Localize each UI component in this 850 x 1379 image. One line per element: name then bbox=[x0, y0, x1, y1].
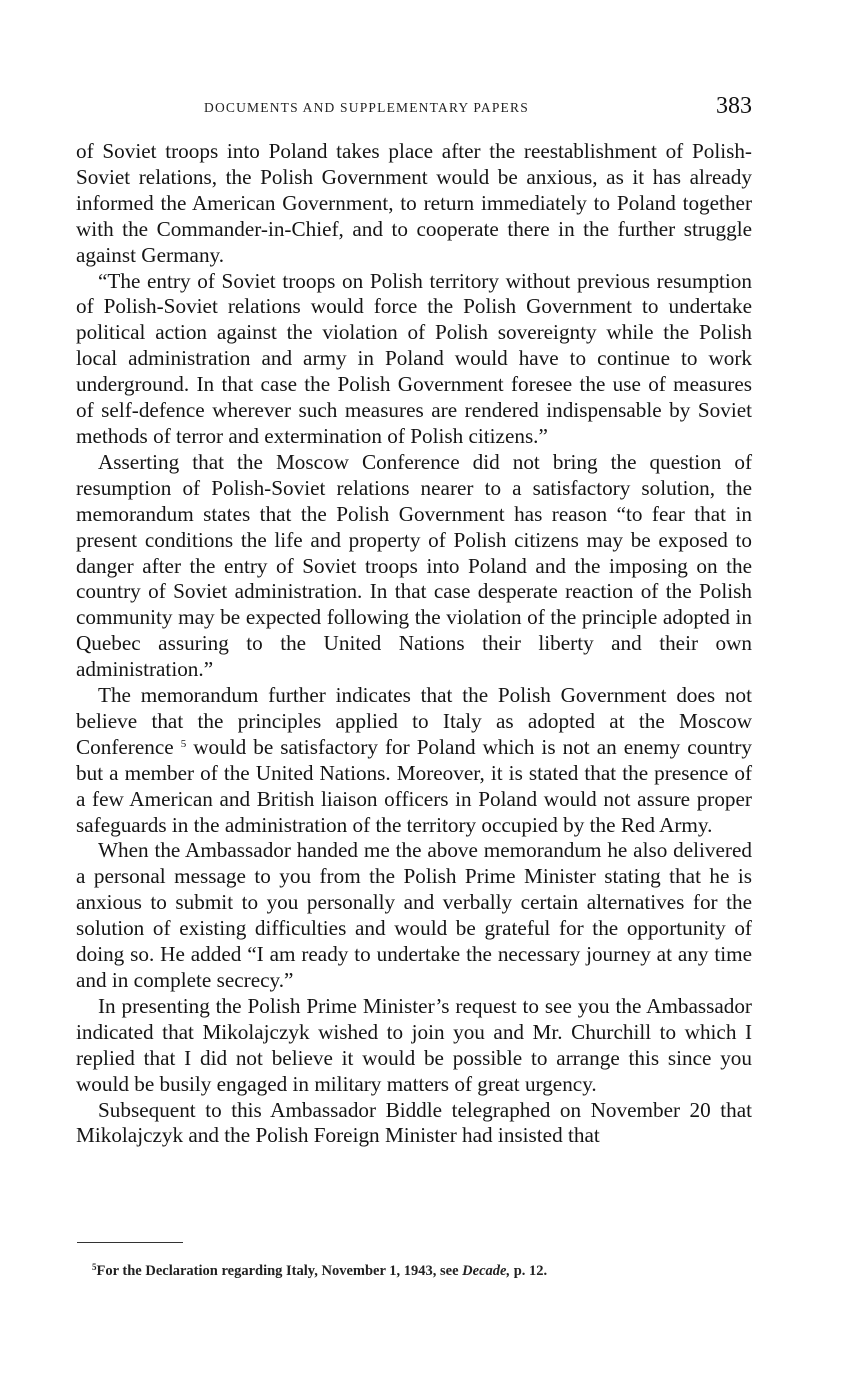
page-header bbox=[76, 93, 752, 126]
paragraph-4-text-before: The memorandum further indicates that the Polish Government does not believe that the principles applied to Italy as adopted at the Moscow Conference bbox=[76, 683, 752, 759]
paragraph-4 bbox=[76, 683, 752, 838]
paragraph-7: Subsequent to this Ambassador Biddle telegraphed on November 20 that Mikolajczyk and the Polish Foreign Minister had insisted that bbox=[76, 1097, 752, 1148]
page-number: 383 bbox=[716, 93, 752, 119]
footnote-text-end: p. 12. bbox=[510, 1263, 548, 1279]
paragraph-4-text-after: would be satisfactory for Poland which is not an enemy country but a member of the United Nations. Moreover, it is stated that the presence of a few American and British liaison officers in Poland would not assure proper safeguards in the administration of the territory occupied by the Red Army. bbox=[76, 734, 752, 837]
footnote-text: For the Declaration regarding Italy, November 1, 1943, see bbox=[96, 1263, 463, 1279]
footnote-divider bbox=[77, 1242, 183, 1243]
paragraph-1: of Soviet troops into Poland takes place after the reestablishment of Polish-Soviet relations, the Polish Government would be anxious, as it has already informed the American Government, to return immediately to Poland together with the Commander-in-Chief, and to cooperate there in the further struggle against Germany. bbox=[76, 139, 752, 267]
body-text bbox=[76, 139, 752, 1149]
paragraph-3: Asserting that the Moscow Conference did not bring the question of resumption of Polish-Soviet relations nearer to a satisfactory solution, the memorandum states that the Polish Government has reason “to fear that in present conditions the life and property of Polish citizens may be exposed to danger after the entry of Soviet troops into Poland and the imposing on the country of Soviet administration. In that case desperate reaction of the Polish community may be expected following the violation of the principle adopted in Quebec assuring to the United Nations their liberty and their own administration.” bbox=[76, 449, 752, 682]
paragraph-2: “The entry of Soviet troops on Polish territory without previous resumption of Polish-Soviet relations would force the Polish Government to undertake political action against the violation of Polish sovereignty while the Polish local administration and army in Poland would have to continue to work underground. In that case the Polish Government foresee the use of measures of self-defence wherever such measures are rendered indispensable by Soviet methods of terror and extermination of Polish citizens.” bbox=[76, 268, 752, 448]
paragraph-5: When the Ambassador handed me the above memorandum he also delivered a personal message to you from the Polish Prime Minister stating that he is anxious to submit to you personally and verbally certain alternatives for the solution of existing difficulties and would be grateful for the opportunity of doing so. He added “I am ready to undertake the necessary journey at any time and in complete secrecy.” bbox=[76, 838, 752, 992]
footnote-italic-title: Decade, bbox=[462, 1263, 511, 1279]
footnote bbox=[92, 1263, 752, 1280]
footnote-reference: 5 bbox=[180, 737, 187, 750]
running-head: DOCUMENTS AND SUPPLEMENTARY PAPERS bbox=[204, 100, 529, 115]
paragraph-6: In presenting the Polish Prime Minister’s request to see you the Ambassador indicated that Mikolajczyk wished to join you and Mr. Churchill to which I replied that I did not believe it would be possible to arrange this since you would be busily engaged in military matters of great urgency. bbox=[76, 993, 752, 1096]
footnote-marker: 5 bbox=[92, 1262, 97, 1272]
